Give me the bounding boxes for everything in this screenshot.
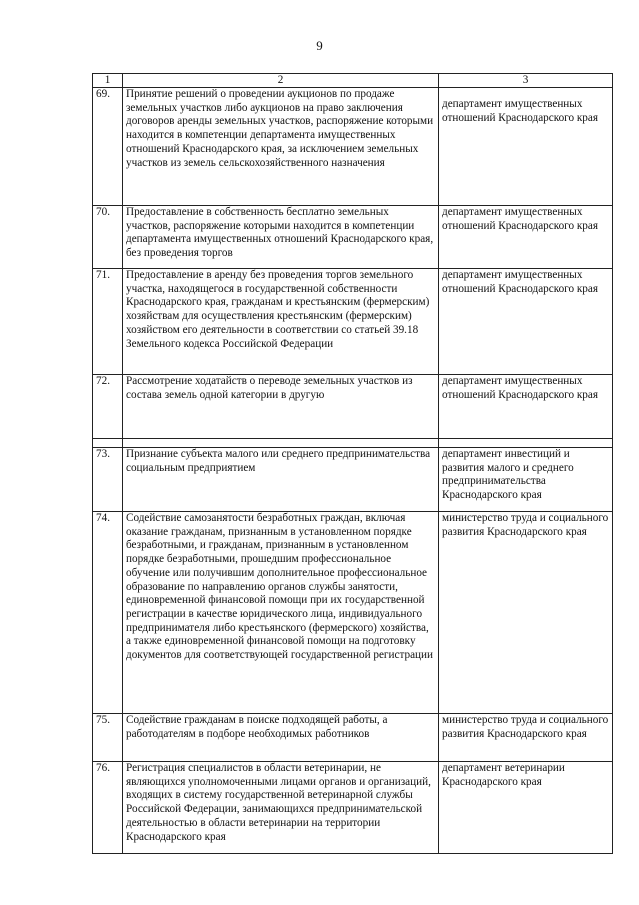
table-row [93, 448, 613, 512]
responsible-body: департамент имущественных отношений Краснодарского края [439, 88, 613, 206]
responsible-body: департамент инвестиций и развития малого и среднего предпринимательства Краснодарского края [439, 448, 613, 512]
table-row [93, 88, 613, 206]
responsible-body: министерство труда и социального развития Краснодарского края [439, 714, 613, 762]
service-name: Признание субъекта малого или среднего предпринимательства социальным предприятием [123, 448, 439, 512]
table-header-row [93, 74, 613, 88]
table-row [93, 512, 613, 714]
services-table [92, 73, 613, 854]
header-col-1: 1 [93, 74, 123, 88]
row-number: 74. [93, 512, 123, 714]
service-name: Предоставление в аренду без проведения торгов земельного участка, находящегося в государственной собственности Краснодарского края, гражданам и крестьянским (фермерским) хозяйствам для осуществления крестьянским (фермерским) хозяйством его деятельности в соответствии со статьей 39.18 Земельного кодекса Российской Федерации [123, 269, 439, 375]
row-number: 76. [93, 762, 123, 854]
header-col-2: 2 [123, 74, 439, 88]
row-number: 70. [93, 206, 123, 269]
service-name: Принятие решений о проведении аукционов по продаже земельных участков либо аукционов на право заключения договоров аренды земельных участков, распоряжение которыми находится в компетенции департамента имущественных отношений Краснодарского края, за исключением земельных участков из земель сельскохозяйственного назначения [123, 88, 439, 206]
row-number: 75. [93, 714, 123, 762]
table-row [93, 762, 613, 854]
page-number: 9 [316, 38, 323, 53]
row-spacer [93, 439, 613, 448]
service-name: Содействие самозанятости безработных граждан, включая оказание гражданам, признанным в установленном порядке безработными, и гражданам, признанным в установленном порядке безработными, прошедшим профессиональное обучение или получившим дополнительное профессиональное образование по направлению органов службы занятости, единовременной финансовой помощи при их государственной регистрации в качестве юридического лица, индивидуального предпринимателя либо крестьянского (фермерского) хозяйства, а также единовременной финансовой помощи на подготовку документов для соответствующей государственной регистрации [123, 512, 439, 714]
row-number: 69. [93, 88, 123, 206]
table-row [93, 714, 613, 762]
responsible-body: министерство труда и социального развития Краснодарского края [439, 512, 613, 714]
row-number: 71. [93, 269, 123, 375]
row-number: 72. [93, 375, 123, 439]
table-row [93, 206, 613, 269]
service-name: Рассмотрение ходатайств о переводе земельных участков из состава земель одной категории в другую [123, 375, 439, 439]
table-row [93, 269, 613, 375]
service-name: Предоставление в собственность бесплатно земельных участков, распоряжение которыми находится в компетенции департамента имущественных отношений Краснодарского края, без проведения торгов [123, 206, 439, 269]
responsible-body: департамент имущественных отношений Краснодарского края [439, 269, 613, 375]
row-number: 73. [93, 448, 123, 512]
service-name: Содействие гражданам в поиске подходящей работы, а работодателям в подборе необходимых работников [123, 714, 439, 762]
header-col-3: 3 [439, 74, 613, 88]
responsible-body: департамент ветеринарии Краснодарского края [439, 762, 613, 854]
responsible-body: департамент имущественных отношений Краснодарского края [439, 375, 613, 439]
service-name: Регистрация специалистов в области ветеринарии, не являющихся уполномоченными лицами органов и организаций, входящих в систему государственной ветеринарной службы Российской Федерации, занимающихся предпринимательской деятельностью в области ветеринарии на территории Краснодарского края [123, 762, 439, 854]
table-row [93, 375, 613, 439]
responsible-body: департамент имущественных отношений Краснодарского края [439, 206, 613, 269]
